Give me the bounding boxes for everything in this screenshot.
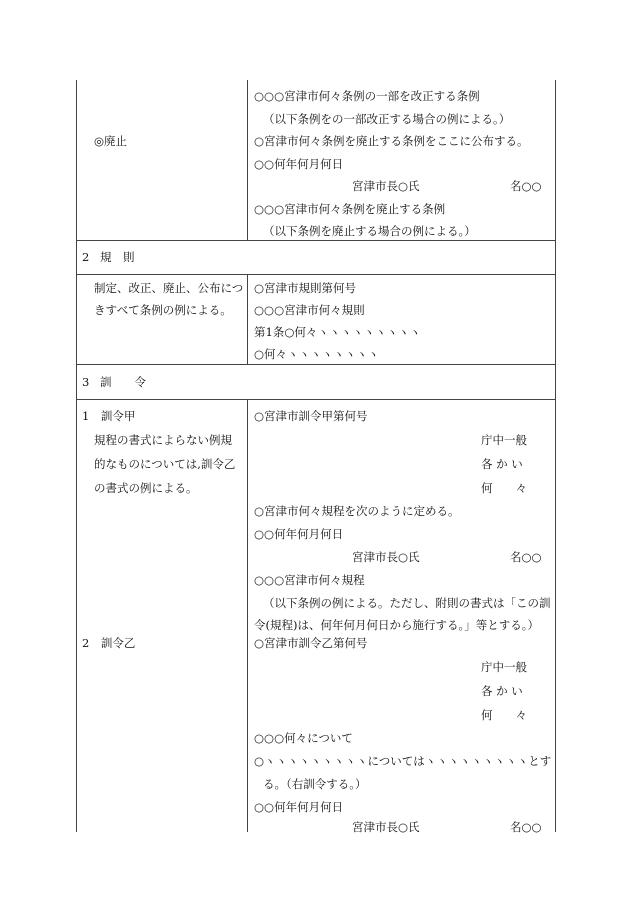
rules-note-line-1: 制定、改正、廃止、公布につ (94, 281, 244, 295)
block2-line-2: ○○○宮津市何々規則 (254, 303, 365, 317)
section-title: 訓 令 (100, 375, 146, 389)
block3-line-5: ○宮津市何々規程を次のように定める。 (254, 504, 460, 518)
column-divider (247, 399, 248, 832)
addressee-line-2: 各 か い (481, 457, 523, 471)
column-divider (247, 80, 248, 240)
row-divider (76, 240, 556, 241)
mayor-title: 宮津市長○氏 (352, 550, 420, 564)
instruction-a-note-line-3: の書式の例による。 (94, 481, 198, 495)
instruction-a-note-line-2: 的なものについては,訓令乙 (94, 457, 236, 471)
block3-line-16: ○○○何々について (254, 731, 353, 745)
block3-line-6: ○○何年何月何日 (254, 527, 344, 541)
addressee-line-3: 何 々 (481, 481, 527, 495)
block2-line-1: ○宮津市規則第何号 (254, 281, 357, 295)
instruction-a-heading: 1 訓令甲 (82, 409, 136, 423)
mayor-title: 宮津市長○氏 (352, 820, 420, 834)
block1-line-4: ○○何年何月何日 (254, 157, 344, 171)
rules-note-line-2: きすべて条例の例による。 (94, 303, 232, 317)
block3-line-11: 令(規程)は、何年何月何日から施行する。」等とする。） (254, 618, 539, 632)
row-divider (76, 274, 556, 275)
abolition-heading: ◎廃止 (94, 134, 128, 148)
block3-line-17: ○ヽヽヽヽヽヽヽヽヽについてはヽヽヽヽヽヽヽヽヽとす (254, 754, 552, 768)
block3-line-19: ○○何年何月何日 (254, 800, 344, 814)
table-right-border (555, 80, 556, 832)
block3-line-18: る。（右訓令する。） (263, 777, 367, 791)
section-title: 規 則 (100, 250, 135, 264)
mayor-title: 宮津市長○氏 (352, 179, 420, 193)
mayor-name: 名○○ (510, 820, 542, 834)
addressee-line-1: 庁中一般 (481, 660, 527, 674)
mayor-name: 名○○ (510, 179, 542, 193)
instruction-b-heading: 2 訓令乙 (82, 636, 136, 650)
addressee-line-1: 庁中一般 (481, 433, 527, 447)
block1-line-2: （以下条例をの一部改正する場合の例による。） (263, 112, 511, 126)
row-divider (76, 364, 556, 365)
block3-line-10: （以下条例の例による。ただし、附則の書式は「この訓 (263, 596, 551, 610)
block1-line-6: ○○○宮津市何々条例を廃止する条例 (254, 202, 446, 216)
column-divider (247, 274, 248, 364)
block1-line-1: ○○○宮津市何々条例の一部を改正する条例 (254, 89, 480, 103)
block3-line-1: ○宮津市訓令甲第何号 (254, 409, 368, 423)
section-number: 2 (82, 250, 90, 264)
block3-line-9: ○○○宮津市何々規程 (254, 573, 365, 587)
block1-line-7: （以下条例を廃止する場合の例による。） (263, 224, 476, 238)
block3-line-12: ○宮津市訓令乙第何号 (254, 636, 368, 650)
instruction-a-note-line-1: 規程の書式によらない例規 (94, 433, 232, 447)
block1-line-3: ○宮津市何々条例を廃止する条例をここに公布する。 (254, 134, 529, 148)
addressee-line-2: 各 か い (481, 684, 523, 698)
ordinance-format-table (76, 80, 556, 832)
section-number: 3 (82, 375, 90, 389)
table-left-border (76, 80, 77, 832)
block2-line-4: ○何々ヽヽヽヽヽヽヽヽ (254, 347, 380, 361)
mayor-name: 名○○ (510, 550, 542, 564)
row-divider (76, 399, 556, 400)
block2-line-3: 第1条○何々ヽヽヽヽヽヽヽヽヽ (254, 325, 421, 339)
addressee-line-3: 何 々 (481, 708, 527, 722)
